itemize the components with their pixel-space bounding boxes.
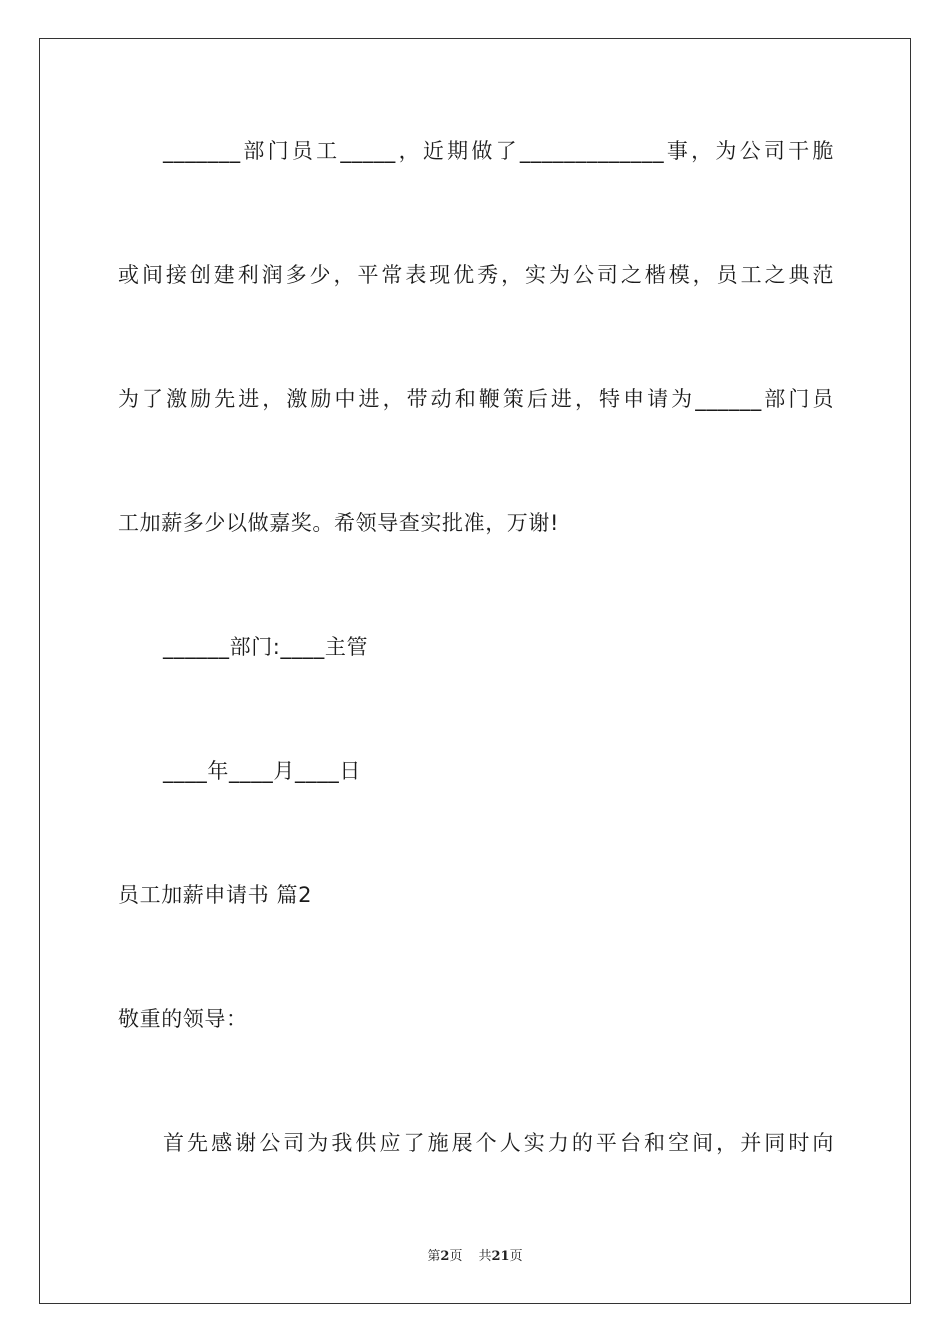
salutation: 敬重的领导： <box>118 1007 248 1031</box>
body-line-4: 工加薪多少以做嘉奖。希领导查实批准，万谢! <box>118 511 560 535</box>
signature-department-line: ______部门:____主管 <box>163 635 369 659</box>
footer-total-suffix: 页 <box>509 1249 523 1264</box>
body-line-5: 首先感谢公司为我供应了施展个人实力的平台和空间，并同时向 <box>163 1131 834 1155</box>
body-line-2: 或间接创建利润多少，平常表现优秀，实为公司之楷模，员工之典范 <box>118 263 834 287</box>
footer-page-suffix: 页 <box>449 1249 463 1264</box>
body-line-3: 为了激励先进，激励中进，带动和鞭策后进，特申请为______部门员 <box>118 387 834 411</box>
signature-date-line: ____年____月____日 <box>163 759 361 783</box>
body-line-1: _______部门员工_____，近期做了_____________事，为公司干脆 <box>163 139 834 163</box>
section-heading: 员工加薪申请书 篇2 <box>118 883 313 907</box>
page-footer <box>0 1248 950 1266</box>
page-border <box>39 38 911 1304</box>
footer-page-number: 2 <box>440 1249 450 1264</box>
footer-page-prefix: 第 <box>427 1249 441 1264</box>
footer-total-pages: 21 <box>491 1249 510 1264</box>
footer-total-prefix: 共 <box>478 1249 492 1264</box>
